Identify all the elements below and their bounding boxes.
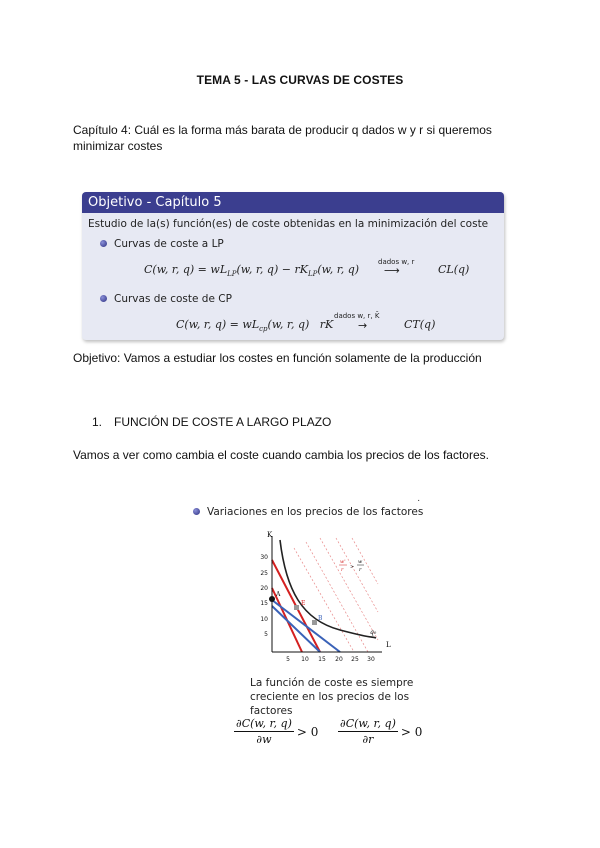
eq2-sub: cp bbox=[259, 325, 268, 334]
isoquant-label: q₀ bbox=[370, 629, 377, 636]
long-arrow-icon: ⟶ bbox=[384, 264, 400, 277]
y-tick: 10 bbox=[260, 616, 268, 623]
block-intro: Estudio de la(s) función(es) de coste obtenidas en la minimización del coste bbox=[88, 218, 489, 230]
eq1-sub2: LP bbox=[307, 270, 318, 279]
eq2-over-label: dados w, r, K̄ bbox=[334, 312, 380, 320]
eq2-left: C(w, r, q) = wL bbox=[176, 318, 260, 331]
x-tick: 10 bbox=[301, 656, 309, 663]
stray-dot: · bbox=[417, 495, 421, 506]
x-tick: 30 bbox=[367, 656, 375, 663]
point-a-label: A bbox=[276, 591, 281, 598]
x-tick: 20 bbox=[335, 656, 343, 663]
point-e-marker bbox=[294, 605, 299, 610]
deriv-w-denominator: ∂w bbox=[256, 733, 272, 746]
eq1-over-label: dados w, r bbox=[378, 258, 415, 266]
objective-block bbox=[82, 192, 504, 340]
point-a-marker bbox=[269, 596, 275, 602]
intro-paragraph: Vamos a ver como cambia el coste cuando cambia los precios de los factores. bbox=[73, 448, 489, 462]
y-axis-label: K bbox=[267, 531, 273, 539]
figure-bullet bbox=[193, 506, 423, 518]
derivative-w bbox=[234, 717, 318, 746]
block-bullet-lp bbox=[100, 238, 224, 250]
x-axis-label: L bbox=[386, 641, 391, 649]
eq2-mid: (w, r, q) rK bbox=[267, 318, 334, 331]
section-number: 1. bbox=[92, 415, 103, 429]
objective-paragraph: Objetivo: Vamos a estudiar los costes en función solamente de la producción bbox=[73, 351, 482, 365]
ratio-den-right: r bbox=[359, 567, 362, 573]
dashed-line bbox=[320, 538, 378, 640]
y-tick: 25 bbox=[260, 570, 268, 577]
eq2-result: CT(q) bbox=[404, 318, 436, 331]
x-tick: 25 bbox=[351, 656, 359, 663]
gt-zero: > 0 bbox=[296, 724, 319, 739]
block-header: Objetivo - Capítulo 5 bbox=[82, 192, 504, 213]
bullet-lp-label: Curvas de coste a LP bbox=[114, 238, 224, 250]
bullet-icon bbox=[100, 240, 107, 247]
y-tick: 15 bbox=[260, 600, 268, 607]
equation-lp bbox=[144, 263, 359, 278]
deriv-r-numerator: ∂C(w, r, q) bbox=[340, 717, 396, 730]
equation-cp bbox=[176, 318, 333, 333]
figure-bullet-label: Variaciones en los precios de los factores bbox=[207, 506, 424, 518]
point-e-label: E bbox=[301, 600, 306, 607]
x-tick: 5 bbox=[286, 656, 290, 663]
point-b-marker bbox=[312, 620, 317, 625]
long-arrow-icon: → bbox=[358, 319, 368, 332]
x-tick: 15 bbox=[318, 656, 326, 663]
page-title: TEMA 5 - LAS CURVAS DE COSTES bbox=[196, 73, 404, 87]
block-body bbox=[82, 213, 504, 340]
deriv-w-numerator: ∂C(w, r, q) bbox=[236, 717, 292, 730]
y-tick: 5 bbox=[264, 631, 268, 638]
dashed-line bbox=[352, 538, 378, 584]
y-tick: 20 bbox=[260, 585, 268, 592]
ratio-den-left: r bbox=[341, 567, 344, 573]
chapter4-paragraph: Capítulo 4: Cuál es la forma más barata de producir q dados w y r si queremos minimizar costes bbox=[73, 123, 492, 153]
eq1-right: (w, r, q) bbox=[317, 263, 360, 276]
y-tick: 30 bbox=[260, 554, 268, 561]
eq1-mid: (w, r, q) − rK bbox=[236, 263, 308, 276]
eq1-sub1: LP bbox=[227, 270, 237, 279]
block-bullet-cp bbox=[100, 293, 232, 305]
blue-isocost-1 bbox=[272, 606, 320, 652]
price-ratio bbox=[339, 559, 364, 573]
bullet-icon bbox=[193, 508, 200, 515]
eq1-result: CL(q) bbox=[438, 263, 470, 276]
ratio-num-left: w' bbox=[340, 559, 346, 565]
ratio-gt: > bbox=[350, 564, 355, 570]
point-b-label: B bbox=[318, 615, 323, 622]
ratio-num-right: w bbox=[358, 559, 363, 565]
figure-caption: La función de coste es siempre creciente en los precios de los factores bbox=[250, 677, 414, 717]
gt-zero: > 0 bbox=[400, 724, 423, 739]
dashed-line bbox=[336, 538, 378, 612]
isoquant-curve bbox=[280, 540, 376, 638]
section-heading bbox=[92, 415, 331, 429]
eq1-left: C(w, r, q) = wL bbox=[144, 263, 228, 276]
dashed-isocost-lines bbox=[294, 538, 378, 652]
isocost-diagram bbox=[250, 530, 400, 670]
bullet-icon bbox=[100, 295, 107, 302]
deriv-r-denominator: ∂r bbox=[362, 733, 374, 746]
derivative-r bbox=[338, 717, 422, 746]
section-title: FUNCIÓN DE COSTE A LARGO PLAZO bbox=[114, 415, 332, 429]
bullet-cp-label: Curvas de coste de CP bbox=[114, 293, 232, 305]
